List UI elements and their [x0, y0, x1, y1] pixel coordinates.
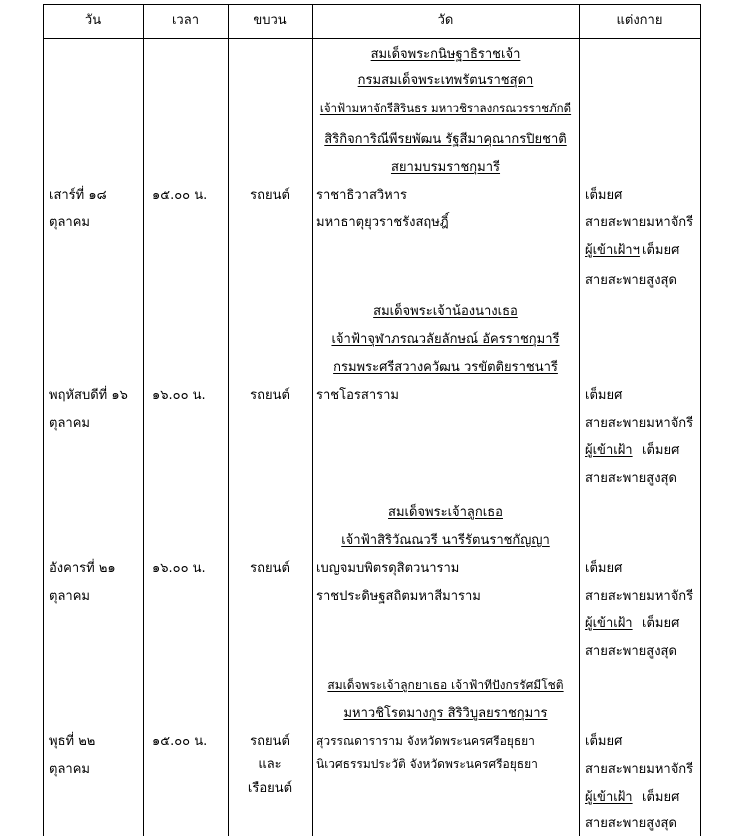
header-day: วัน: [84, 13, 102, 28]
royal-title-line: สมเด็จพระเจ้าลูกยาเธอ เจ้าฟ้าทีปังกรรัศมีโชติ: [327, 678, 564, 692]
procession-value: และ: [258, 757, 282, 772]
royal-title-line: สมเด็จพระเจ้าน้องนางเธอ: [373, 304, 518, 319]
month-label: ตุลาคม: [49, 215, 90, 230]
month-label: ตุลาคม: [49, 416, 90, 431]
royal-title-line: เจ้าฟ้าจุฬาภรณวลัยลักษณ์ อัครราชกุมารี: [331, 332, 560, 347]
temple-name: ราชโอรสาราม: [316, 388, 399, 403]
table-top-border: [43, 4, 700, 5]
royal-title-line: สิริกิจการิณีพีรยพัฒน รัฐสีมาคุณากรปิยชาติ: [324, 132, 567, 147]
temple-name: มหาธาตุยุวราชรังสฤษฎิ์: [316, 215, 449, 230]
header-temple: วัด: [437, 13, 454, 28]
dress-line: สายสะพายสูงสุด: [585, 816, 677, 831]
dress-line: สายสะพายสูงสุด: [585, 644, 677, 659]
header-bottom-border: [43, 38, 700, 39]
day-label: พุธที่ ๒๒: [49, 734, 96, 749]
day-label: เสาร์ที่ ๑๘: [49, 188, 107, 203]
dress-line: สายสะพายมหาจักรี: [585, 762, 694, 777]
dress-line: เต็มยศ: [642, 616, 680, 631]
header-procession: ขบวน: [253, 13, 287, 28]
temple-name: สุวรรณดาราราม จังหวัดพระนครศรีอยุธยา: [316, 734, 535, 748]
dress-line: เต็มยศ: [585, 561, 623, 576]
dress-line: สายสะพายสูงสุด: [585, 273, 677, 288]
dress-line: เต็มยศ: [585, 388, 623, 403]
dress-line: สายสะพายมหาจักรี: [585, 416, 694, 431]
dress-attendee-label: ผู้เข้าเฝ้า: [585, 616, 633, 631]
month-label: ตุลาคม: [49, 589, 90, 604]
time-value: ๑๖.๐๐ น.: [152, 388, 206, 403]
procession-value: เรือยนต์: [247, 781, 293, 796]
table-left-border: [43, 4, 44, 836]
royal-title-line: สยามบรมราชกุมารี: [390, 160, 501, 175]
dress-line: เต็มยศ: [642, 790, 680, 805]
time-value: ๑๖.๐๐ น.: [152, 561, 206, 576]
temple-name: เบญจมบพิตรดุสิตวนาราม: [316, 561, 460, 576]
header-time: เวลา: [171, 13, 199, 28]
month-label: ตุลาคม: [49, 762, 90, 777]
temple-name: ราชประดิษฐสถิตมหาสีมาราม: [316, 589, 481, 604]
dress-line: สายสะพายมหาจักรี: [585, 215, 694, 230]
dress-attendee-label: ผู้เข้าเฝ้า: [585, 790, 633, 805]
royal-title-line: เจ้าฟ้าสิริวัณณวรี นารีรัตนราชกัญญา: [341, 533, 550, 548]
column-divider-time: [143, 4, 144, 836]
royal-title-line: สมเด็จพระเจ้าลูกเธอ: [388, 505, 503, 520]
royal-title-line: สมเด็จพระกนิษฐาธิราชเจ้า: [370, 47, 521, 62]
time-value: ๑๕.๐๐ น.: [152, 734, 208, 749]
royal-title-line: กรมสมเด็จพระเทพรัตนราชสุดา: [357, 73, 534, 88]
dress-line: เต็มยศ: [585, 188, 623, 203]
temple-name: นิเวศธรรมประวัติ จังหวัดพระนครศรีอยุธยา: [316, 757, 538, 771]
royal-title-line: กรมพระศรีสวางควัฒน วรขัตติยราชนารี: [333, 360, 558, 375]
temple-name: ราชาธิวาสวิหาร: [316, 188, 408, 203]
dress-line: สายสะพายมหาจักรี: [585, 589, 694, 604]
column-divider-procession: [228, 4, 229, 836]
dress-attendee-label: ผู้เข้าเฝ้าฯ: [585, 243, 640, 258]
dress-line: เต็มยศ: [585, 734, 623, 749]
day-label: อังคารที่ ๒๑: [49, 561, 116, 576]
column-divider-dress: [579, 4, 580, 836]
procession-value: รถยนต์: [250, 388, 290, 403]
procession-value: รถยนต์: [250, 188, 290, 203]
table-right-border: [700, 4, 701, 836]
dress-line: สายสะพายสูงสุด: [585, 471, 677, 486]
royal-title-line: เจ้าฟ้ามหาจักรีสิรินธร มหาวชิราลงกรณวรราชภักดี: [319, 101, 572, 115]
day-label: พฤหัสบดีที่ ๑๖: [49, 388, 128, 403]
dress-line: เต็มยศ: [642, 443, 680, 458]
royal-title-line: มหาวชิโรตมางกูร สิริวิบูลยราชกุมาร: [343, 706, 548, 721]
procession-value: รถยนต์: [250, 734, 290, 749]
header-dress: แต่งกาย: [616, 13, 663, 28]
dress-attendee-label: ผู้เข้าเฝ้า: [585, 443, 633, 458]
dress-line: เต็มยศ: [642, 243, 680, 258]
time-value: ๑๕.๐๐ น.: [152, 188, 208, 203]
procession-value: รถยนต์: [250, 561, 290, 576]
